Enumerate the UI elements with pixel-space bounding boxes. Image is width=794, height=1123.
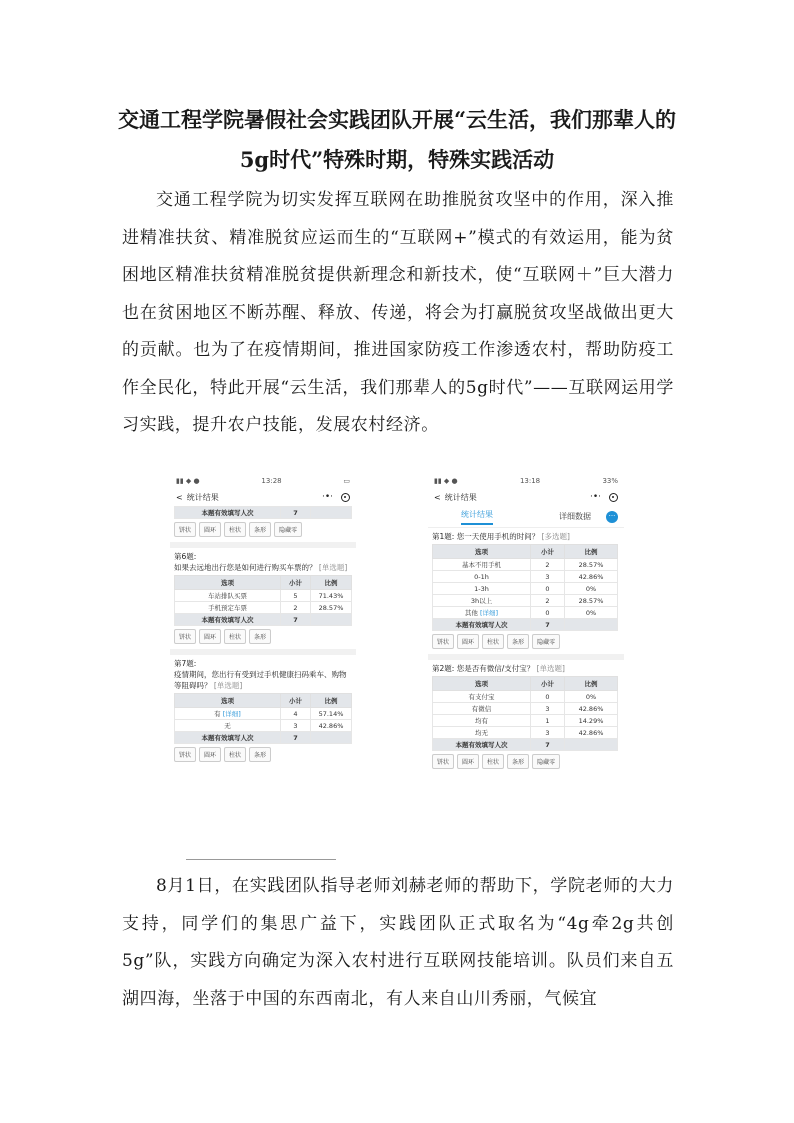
column-chart-button[interactable]: 柱状 xyxy=(482,634,504,649)
table-row: 无 3 42.86% xyxy=(175,720,352,732)
bar-chart-button[interactable]: 条形 xyxy=(507,634,529,649)
tab-detail-data[interactable]: 详细数据 xyxy=(559,512,591,521)
paragraph-intro: 交通工程学院为切实发挥互联网在助推脱贫攻坚中的作用，深入推进精准扶贫、精准脱贫应运而生的“互联网+”模式的有效运用，能为贫困地区精准扶贫精准脱贫提供新理念和新技术，使“互联网＋”巨大潜力也在贫困地区不断苏醒、释放、传递，将会为打赢脱贫攻坚战做出更大的贡献。也为了在疫情期间，推进国家防疫工作渗透农村，帮助防疫工作全民化，特此开展“云生活，我们那辈人的5g时代”——互联网运用学习实践，提升农户技能，发展农村经济。 xyxy=(122,190,674,435)
signal-icon: ▮▮ ◆ ● xyxy=(434,477,458,485)
status-time: 13:28 xyxy=(261,477,282,485)
table-row: 有微信 3 42.86% xyxy=(433,703,618,715)
result-tabs xyxy=(428,506,624,528)
column-chart-button[interactable]: 柱状 xyxy=(482,754,504,769)
battery-icon: ▭ xyxy=(343,477,350,485)
column-chart-button[interactable]: 柱状 xyxy=(224,522,246,537)
ring-chart-button[interactable]: 圆环 xyxy=(199,629,221,644)
survey-screenshot-left xyxy=(170,474,356,836)
table-row: 0-1h 3 42.86% xyxy=(433,571,618,583)
ring-chart-button[interactable]: 圆环 xyxy=(457,754,479,769)
chart-type-buttons xyxy=(170,626,356,649)
pie-chart-button[interactable]: 饼状 xyxy=(432,754,454,769)
table-row: 其他 [详细] 0 0% xyxy=(433,607,618,619)
ring-chart-button[interactable]: 圆环 xyxy=(199,747,221,762)
question-6-table: 选项 小计 比例 车站排队买票 5 71.43% 手机预定车票 2 28.57% 本题有效填写人次 7 xyxy=(174,575,352,626)
table-row: 基本不用手机 2 28.57% xyxy=(433,559,618,571)
tab-statistics[interactable]: 统计结果 xyxy=(461,509,493,525)
bar-chart-button[interactable]: 条形 xyxy=(249,629,271,644)
divider xyxy=(186,859,336,860)
question-7-table: 选项 小计 比例 有 [详细] 4 57.14% 无 3 42.86% 本题有效填写人次 7 xyxy=(174,693,352,744)
question-6: 第6题: 如果去远地出行您是如何进行购买车票的？ [单选题] xyxy=(174,552,348,572)
table-row: 有支付宝 0 0% xyxy=(433,691,618,703)
pie-chart-button[interactable]: 饼状 xyxy=(432,634,454,649)
table-row: 手机预定车票 2 28.57% xyxy=(175,602,352,614)
chart-type-buttons xyxy=(428,631,624,654)
ring-chart-button[interactable]: 圆环 xyxy=(457,634,479,649)
chart-type-buttons xyxy=(170,744,356,767)
nav-title: 统计结果 xyxy=(444,492,477,502)
close-mini-program-icon[interactable] xyxy=(609,493,618,502)
question-7: 第7题: 疫情期间，您出行有受到过手机健康扫码乘车、购物等阻碍吗？ [单选题] xyxy=(174,659,347,690)
article-title: 交通工程学院暑假社会实践团队开展“云生活，我们那辈人的5g时代”特殊时期，特殊实践活动 xyxy=(117,107,677,172)
pie-chart-button[interactable]: 饼状 xyxy=(174,747,196,762)
back-icon[interactable]: < xyxy=(434,492,441,502)
signal-icon: ▮▮ ◆ ● xyxy=(176,477,200,485)
nav-title: 统计结果 xyxy=(186,492,219,502)
nav-bar xyxy=(170,488,356,506)
ring-chart-button[interactable]: 圆环 xyxy=(199,522,221,537)
cut-total-row xyxy=(174,506,352,519)
more-options-button[interactable]: ··· xyxy=(606,511,618,523)
table-row: 均有 1 14.29% xyxy=(433,715,618,727)
table-row: 1-3h 0 0% xyxy=(433,583,618,595)
more-icon[interactable]: ·•· xyxy=(321,492,333,502)
status-bar xyxy=(170,474,356,488)
question-2-table: 选项 小计 比例 有支付宝 0 0% 有微信 3 42.86% 均有 1 14.29% 均无 3 42.86% 本题有效填写人次 7 xyxy=(432,676,618,751)
chart-type-buttons xyxy=(170,519,356,542)
bar-chart-button[interactable]: 条形 xyxy=(249,747,271,762)
detail-link[interactable]: [详细] xyxy=(480,609,499,617)
bar-chart-button[interactable]: 条形 xyxy=(249,522,271,537)
hide-zero-button[interactable]: 隐藏零 xyxy=(532,634,560,649)
total-value: 7 xyxy=(281,507,311,519)
back-icon[interactable]: < xyxy=(176,492,183,502)
battery-status: 33% xyxy=(602,477,618,485)
question-2: 第2题: 您是否有微信/支付宝？ [单选题] xyxy=(432,664,565,673)
pie-chart-button[interactable]: 饼状 xyxy=(174,522,196,537)
status-bar xyxy=(428,474,624,488)
column-chart-button[interactable]: 柱状 xyxy=(224,747,246,762)
close-mini-program-icon[interactable] xyxy=(341,493,350,502)
table-row: 均无 3 42.86% xyxy=(433,727,618,739)
survey-screenshot-right xyxy=(428,474,624,862)
status-time: 13:18 xyxy=(519,477,541,485)
total-label: 本题有效填写人次 xyxy=(175,507,281,519)
question-1: 第1题: 您一天使用手机的时间？ [多选题] xyxy=(432,532,570,541)
table-row: 车站排队买票 5 71.43% xyxy=(175,590,352,602)
question-1-table: 选项 小计 比例 基本不用手机 2 28.57% 0-1h 3 42.86% 1-3h 0 0% 3h以上 2 28.57% 其他 [详细] 0 0% 本题有效填写人次 7 xyxy=(432,544,618,631)
table-row: 有 [详细] 4 57.14% xyxy=(175,708,352,720)
hide-zero-button[interactable]: 隐藏零 xyxy=(532,754,560,769)
nav-bar xyxy=(428,488,624,506)
paragraph-team: 8月1日，在实践团队指导老师刘赫老师的帮助下，学院老师的大力支持，同学们的集思广益下，实践团队正式取名为“4g牵2g共创5g”队，实践方向确定为深入农村进行互联网技能培训。队员们来自五湖四海，坐落于中国的东西南北，有人来自山川秀丽，气候宜 xyxy=(122,876,674,1009)
more-icon[interactable]: ·•· xyxy=(589,492,601,502)
detail-link[interactable]: [详细] xyxy=(222,710,241,718)
bar-chart-button[interactable]: 条形 xyxy=(507,754,529,769)
table-row: 3h以上 2 28.57% xyxy=(433,595,618,607)
column-chart-button[interactable]: 柱状 xyxy=(224,629,246,644)
chart-type-buttons xyxy=(428,751,624,774)
hide-zero-button[interactable]: 隐藏零 xyxy=(274,522,302,537)
pie-chart-button[interactable]: 饼状 xyxy=(174,629,196,644)
